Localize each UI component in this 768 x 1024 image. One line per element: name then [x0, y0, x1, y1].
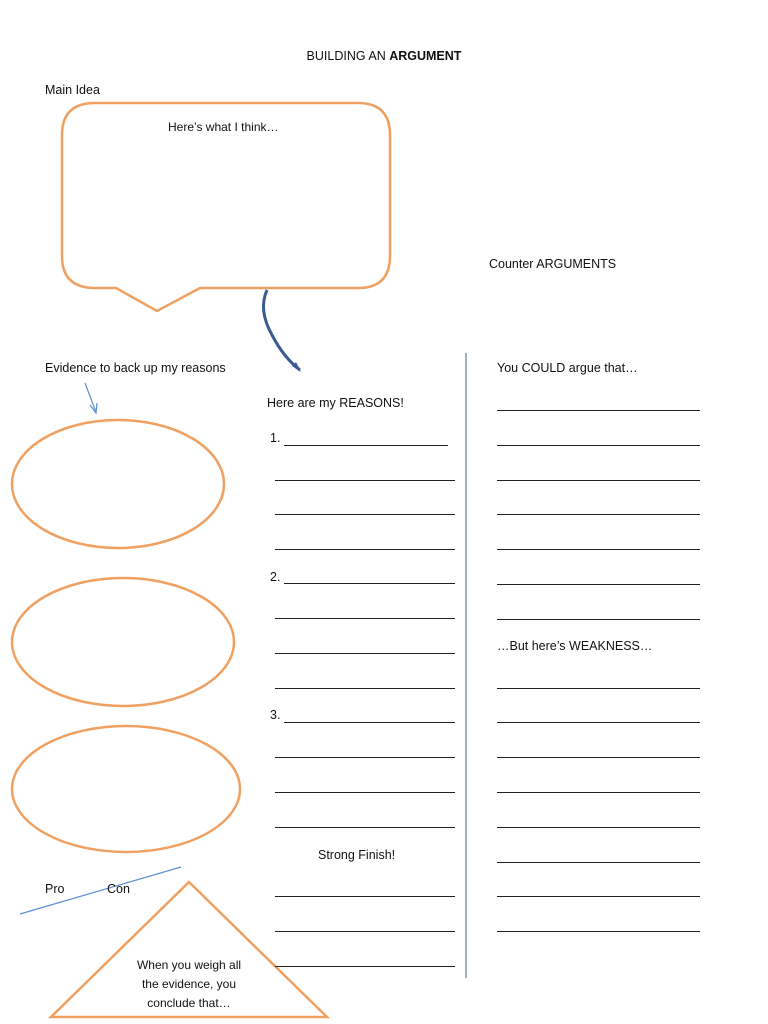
reason-number-1: 1. — [270, 431, 281, 445]
pro-label: Pro — [45, 882, 65, 896]
finish-line[interactable] — [275, 931, 455, 932]
evidence-arrow-line — [85, 383, 96, 412]
finish-line[interactable] — [275, 966, 455, 967]
title-prefix: BUILDING AN — [306, 49, 390, 63]
reason-line[interactable] — [275, 757, 455, 758]
conclusion-line-2: the evidence, you — [141, 977, 237, 991]
reason-number-3: 3. — [270, 708, 281, 722]
evidence-label: Evidence to back up my reasons — [45, 361, 226, 375]
bubble-text: Here’s what I think… — [168, 120, 279, 134]
reason-line[interactable] — [275, 688, 455, 689]
weakness-line[interactable] — [497, 792, 700, 793]
weakness-line[interactable] — [497, 931, 700, 932]
counter-line[interactable] — [497, 410, 700, 411]
conclusion-line-1: When you weigh all — [136, 958, 242, 972]
main-idea-bubble — [62, 103, 390, 311]
reason-line[interactable] — [275, 653, 455, 654]
could-argue-label: You COULD argue that… — [497, 361, 638, 375]
reason-line[interactable] — [275, 480, 455, 481]
reason-line[interactable] — [284, 583, 455, 584]
weakness-line[interactable] — [497, 827, 700, 828]
main-idea-label: Main Idea — [45, 83, 100, 97]
weakness-line[interactable] — [497, 757, 700, 758]
reason-line[interactable] — [284, 722, 455, 723]
title-emphasis: ARGUMENT — [389, 49, 462, 63]
counter-line[interactable] — [497, 619, 700, 620]
weakness-label: …But here’s WEAKNESS… — [497, 639, 653, 653]
counter-line[interactable] — [497, 480, 700, 481]
evidence-oval-2 — [12, 578, 234, 706]
strong-finish-label: Strong Finish! — [318, 848, 396, 862]
counter-line[interactable] — [497, 549, 700, 550]
evidence-oval-1 — [12, 420, 224, 548]
reasons-heading: Here are my REASONS! — [267, 396, 404, 410]
reason-line[interactable] — [275, 827, 455, 828]
reason-line[interactable] — [275, 549, 455, 550]
weakness-line[interactable] — [497, 862, 700, 863]
weakness-line[interactable] — [497, 896, 700, 897]
reason-line[interactable] — [275, 514, 455, 515]
con-label: Con — [107, 882, 130, 896]
reason-number-2: 2. — [270, 570, 281, 584]
evidence-oval-3 — [12, 726, 240, 852]
counter-line[interactable] — [497, 514, 700, 515]
counter-line[interactable] — [497, 445, 700, 446]
reason-line[interactable] — [284, 445, 448, 446]
counter-arguments-heading: Counter ARGUMENTS — [489, 257, 617, 271]
reason-line[interactable] — [275, 792, 455, 793]
finish-line[interactable] — [275, 896, 455, 897]
counter-line[interactable] — [497, 584, 700, 585]
conclusion-line-3: conclude that… — [147, 996, 231, 1010]
curved-arrow — [263, 290, 300, 370]
weakness-line[interactable] — [497, 688, 700, 689]
reason-line[interactable] — [275, 618, 455, 619]
weakness-line[interactable] — [497, 722, 700, 723]
